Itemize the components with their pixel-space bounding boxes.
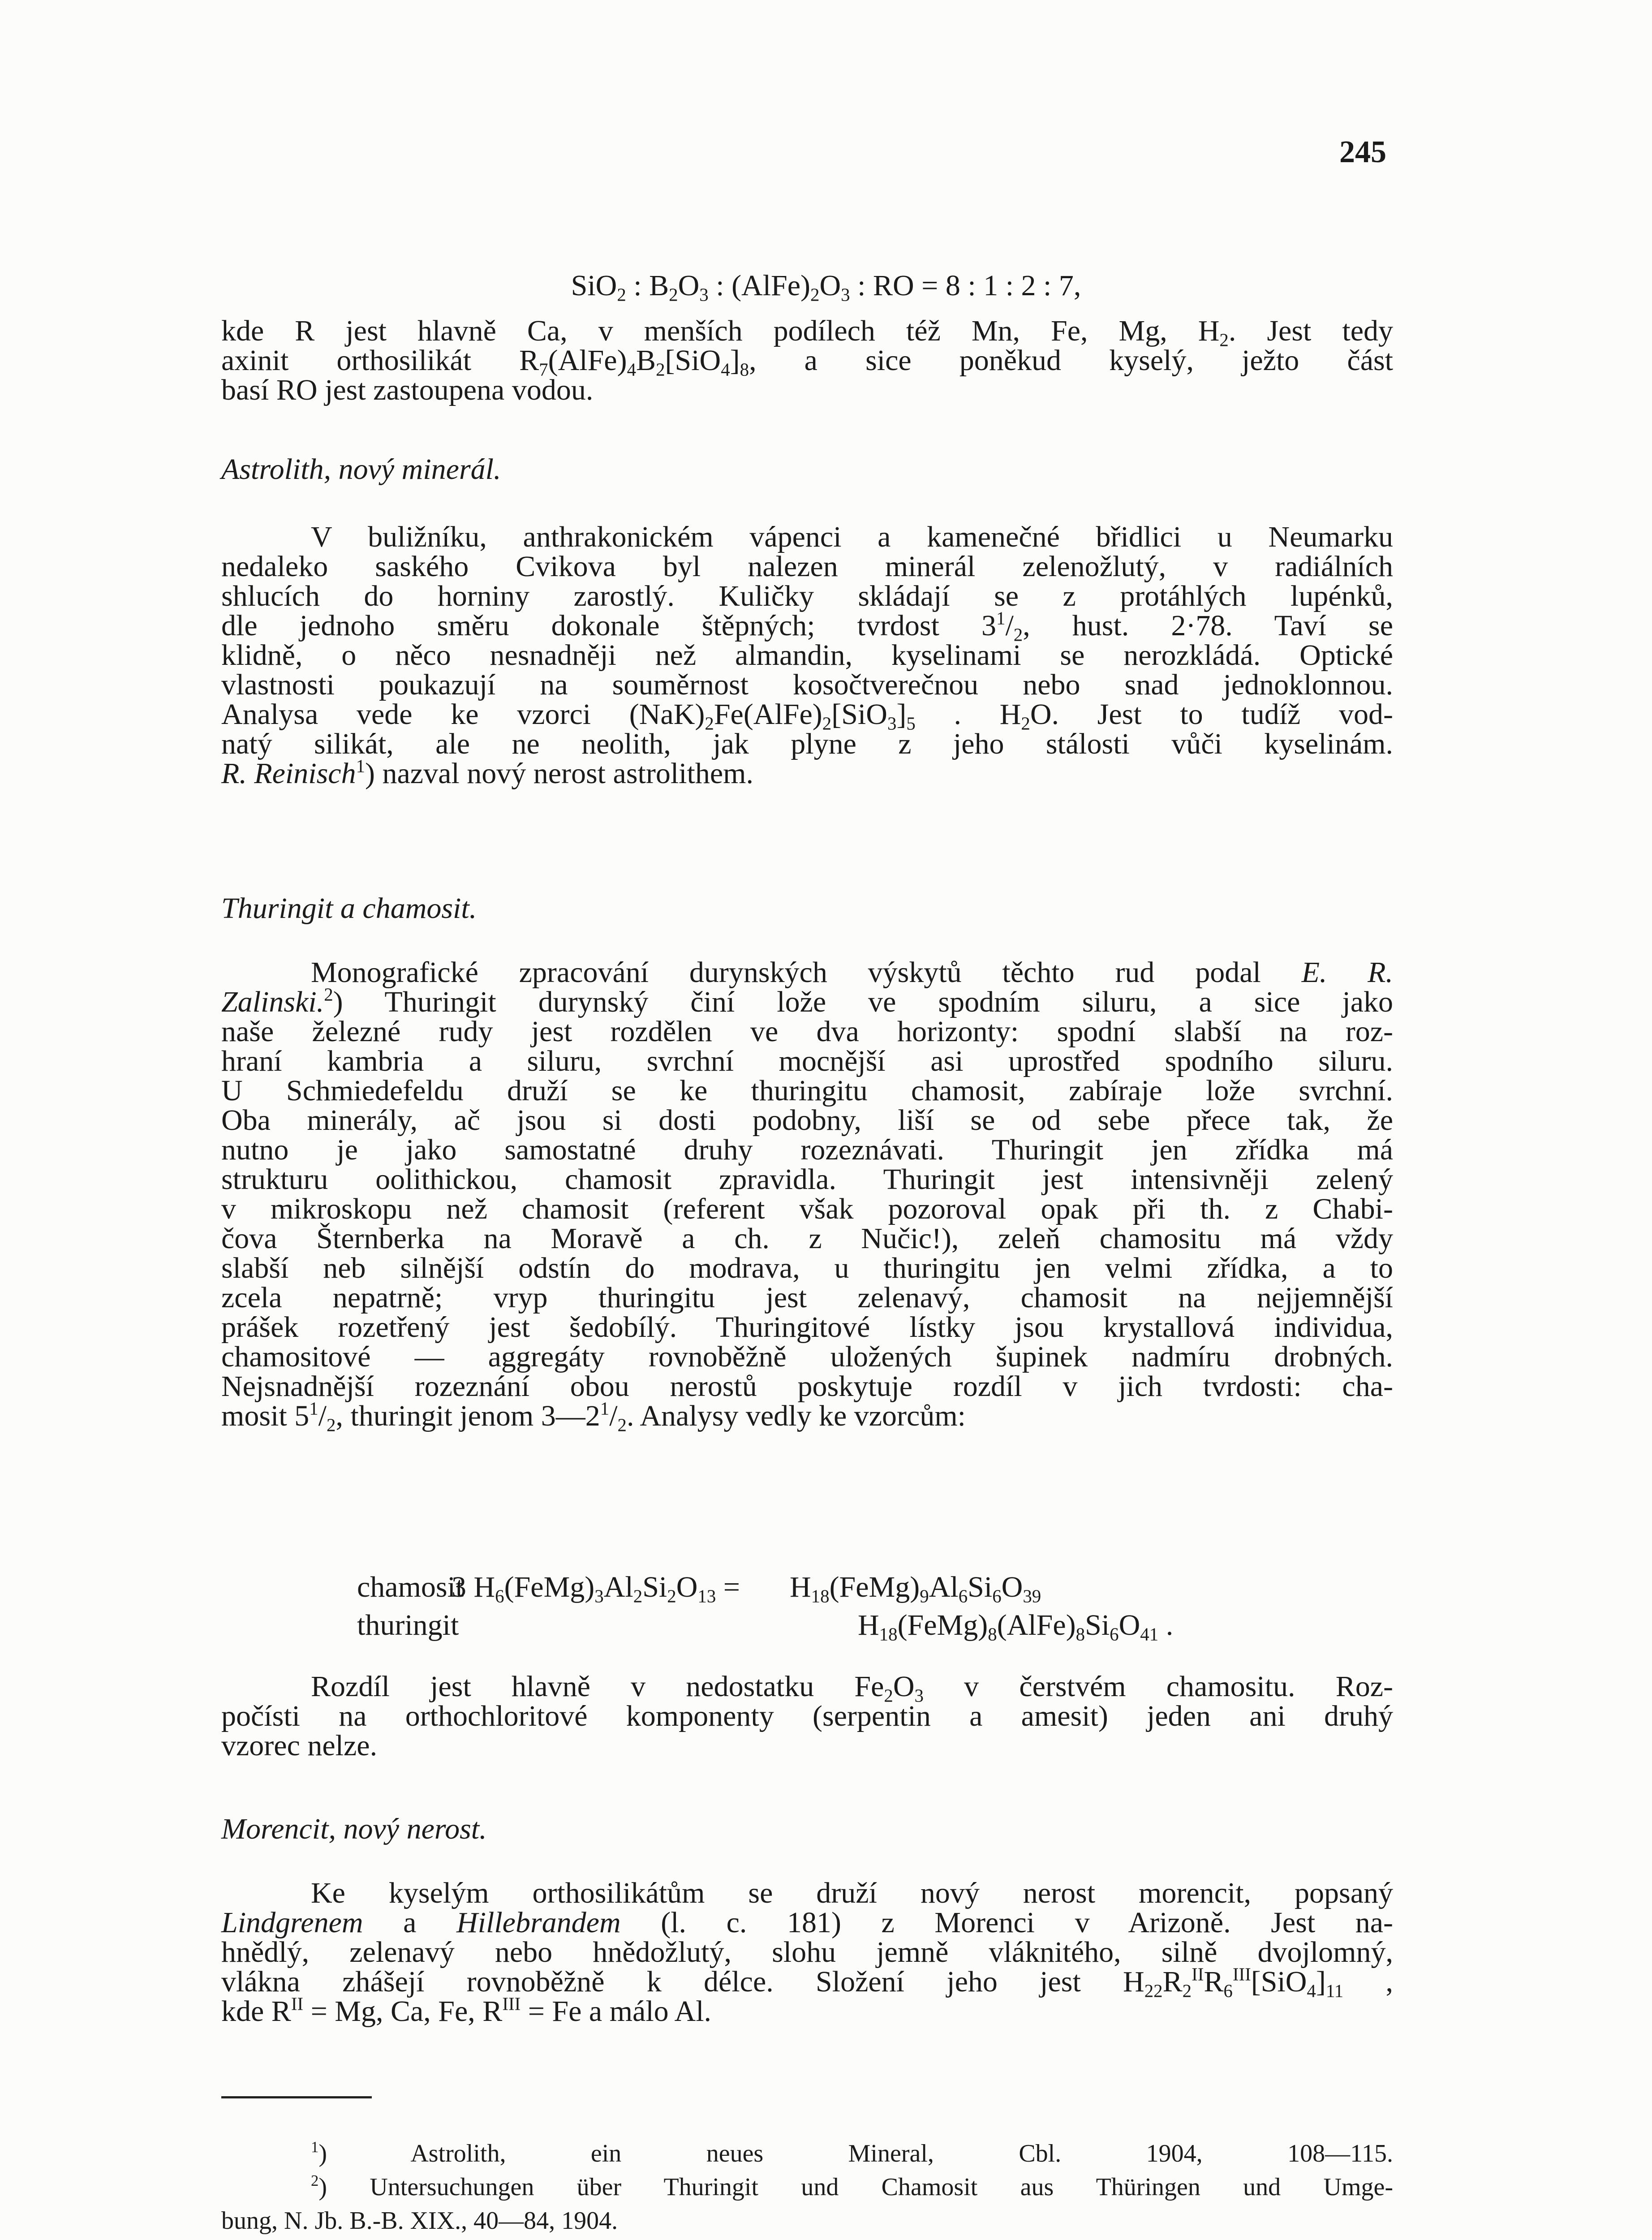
formula-table	[357, 1570, 1174, 1646]
text-run: ) Thuringit durynský činí lože ve spodním siluru, a sice jako	[333, 986, 1393, 1018]
text-run: Fe(AlFe)	[714, 698, 822, 731]
subscript: 2	[656, 359, 665, 380]
text-run: slabší neb silnější odstín do modrava, u thuringitu jen velmi zřídka, a to	[221, 1252, 1393, 1284]
text-run: Analysa vede ke vzorci (NaK)	[221, 698, 705, 731]
subscript: 2	[669, 284, 678, 305]
footnote-separator	[221, 2096, 372, 2098]
text-run: prášek rozetřený jest šedobílý. Thuringitové lístky jsou krystallová individua,	[221, 1311, 1393, 1344]
text-run: , thuringit jenom 3—2	[336, 1400, 600, 1432]
text-line	[221, 2139, 1393, 2173]
subscript: 6	[992, 1586, 1002, 1607]
text-run: kde R jest hlavně Ca, v menších podílech též Mn, Fe, Mg, H	[221, 314, 1220, 347]
formula-thuringit	[858, 1608, 1174, 1645]
superscript: II	[291, 1994, 304, 2014]
text-run: /	[609, 1400, 618, 1432]
text-run: Si	[968, 1571, 993, 1603]
superscript: 1	[996, 608, 1006, 629]
subscript: 2	[667, 1586, 676, 1607]
text-run: chamositové — aggregáty rovnoběžně uložených šupinek nadmíru drobných.	[221, 1340, 1393, 1373]
text-line	[221, 1161, 1393, 1196]
text-run: Ke kyselým orthosilikátům se druží nový nerost morencit, popsaný	[311, 1877, 1393, 1909]
text-run: vlákna zhášejí rovnoběžně k délce. Složení jeho jest H	[221, 1965, 1144, 1998]
subscript: 2	[810, 284, 820, 305]
text-run: natý silikát, ale ne neolith, jak plyne z jeho stálosti vůči kyselinám.	[221, 728, 1393, 760]
text-run: Nejsnadnější rozeznání obou nerostů poskytuje rozdíl v jich tvrdosti: cha-	[221, 1370, 1393, 1403]
text-line	[221, 696, 1393, 734]
text-line	[221, 1013, 1393, 1048]
text-line	[221, 954, 1393, 989]
text-run: ]	[896, 698, 907, 731]
text-line	[221, 519, 1393, 553]
text-line	[221, 1875, 1393, 1909]
subscript: 39	[1023, 1586, 1041, 1607]
text-run: O	[893, 1670, 915, 1703]
text-run: mosit 5	[221, 1400, 310, 1432]
text-run: : B	[626, 269, 669, 302]
text-run: SiO	[571, 269, 617, 302]
formula-row-thuringit	[357, 1608, 1174, 1646]
text-run: O. Jest to tudíž vod-	[1030, 698, 1393, 731]
subscript: 8	[740, 359, 749, 380]
section-heading-astrolith: Astrolith, nový minerál.	[221, 453, 501, 486]
text-run: R. Reinisch	[221, 757, 356, 790]
text-run: = Fe a málo Al.	[521, 1995, 712, 2028]
text-run: nedaleko saského Cvikova byl nalezen minerál zelenožlutý, v radiálních	[221, 550, 1393, 583]
text-line	[221, 1339, 1393, 1373]
subscript: 3	[699, 284, 709, 305]
superscript: 1	[311, 2138, 319, 2156]
text-run: klidně, o něco nesnadněji než almandin, kyselinami se nerozkládá. Optické	[221, 639, 1393, 672]
text-run: [SiO	[1251, 1965, 1307, 1998]
text-line	[221, 984, 1393, 1018]
subscript: 41	[1140, 1624, 1159, 1645]
text-run: naše železné rudy jest rozdělen ve dva horizonty: spodní slabší na roz-	[221, 1015, 1393, 1048]
text-line	[221, 1669, 1394, 1706]
text-run: (FeMg)	[897, 1609, 988, 1641]
text-run: H	[790, 1571, 811, 1603]
subscript: 2	[617, 284, 626, 305]
footnotes	[221, 2139, 1393, 2240]
subscript: 2	[633, 1586, 643, 1607]
text-run: =	[716, 1571, 740, 1603]
text-run: strukturu oolithickou, chamosit zpravidla. Thuringit jest intensivněji zelený	[221, 1163, 1393, 1196]
text-run: Hillebrandem	[456, 1906, 621, 1939]
text-run: (FeMg)	[504, 1571, 595, 1603]
text-line	[221, 1043, 1393, 1077]
text-line	[221, 1102, 1393, 1137]
formula-chamosit-right	[790, 1570, 1041, 1607]
text-run: ) Untersuchungen über Thuringit und Chamosit aus Thüringen und Umge-	[318, 2173, 1393, 2201]
morencit-paragraph	[221, 1875, 1394, 2028]
text-run: v mikroskopu než chamosit (referent však pozoroval opak při th. z Chabi-	[221, 1193, 1393, 1225]
text-run: ]	[1316, 1965, 1326, 1998]
text-line	[221, 1964, 1393, 2001]
text-run: : (AlFe)	[708, 269, 811, 302]
formula-label: thuringit	[357, 1609, 459, 1641]
text-run: v čerstvém chamositu. Roz-	[924, 1670, 1394, 1703]
text-run: = Mg, Ca, Fe, R	[303, 1995, 503, 2028]
text-run: Al	[929, 1571, 959, 1603]
text-run: 3 H	[452, 1571, 495, 1603]
text-run: O	[676, 1571, 698, 1603]
subscript: 6	[1223, 1981, 1233, 2001]
text-run: počísti na orthochloritové komponenty (serpentin a amesit) jeden ani druhý	[221, 1700, 1393, 1732]
text-run: : RO = 8 : 1 : 2 : 7,	[850, 269, 1081, 302]
text-run: R	[1204, 1965, 1224, 1998]
text-line	[221, 1934, 1393, 1969]
subscript: 6	[1110, 1624, 1119, 1645]
subscript: 8	[1076, 1624, 1085, 1645]
text-run: (AlFe)	[548, 344, 627, 377]
text-run: shlucích do horniny zarostlý. Kuličky skládají se z protáhlých lupénků,	[221, 580, 1393, 612]
rozdil-paragraph	[221, 1669, 1394, 1762]
superscript: 1	[600, 1398, 610, 1419]
text-run: Al	[603, 1571, 633, 1603]
superscript: 1	[309, 1398, 318, 1419]
subscript: 4	[721, 359, 730, 380]
text-run: /	[1005, 609, 1014, 642]
text-line	[221, 1191, 1393, 1225]
text-run: U Schmiedefeldu druží se ke thuringitu chamosit, zabíraje lože svrchní.	[221, 1074, 1393, 1107]
text-run: H	[858, 1609, 879, 1641]
text-run: O	[678, 269, 700, 302]
subscript: 2	[884, 1685, 893, 1706]
text-line	[221, 1368, 1393, 1403]
text-run: O	[819, 269, 841, 302]
text-line	[221, 2173, 1393, 2206]
text-line	[221, 1220, 1393, 1255]
subscript: 2	[1021, 713, 1030, 734]
text-run: Rozdíl jest hlavně v nedostatku Fe	[311, 1670, 884, 1703]
text-line	[221, 637, 1393, 672]
text-run: (FeMg)	[829, 1571, 920, 1603]
text-line	[221, 1698, 1393, 1732]
text-line	[221, 726, 1393, 760]
section-heading-thuringit: Thuringit a chamosit.	[221, 892, 477, 925]
text-line	[221, 2206, 1393, 2240]
formula-label: chamosit	[357, 1571, 464, 1603]
text-run: nutno je jako samostatné druhy rozeznávati. Thuringit jen zřídka má	[221, 1133, 1393, 1166]
text-run: V buližníku, anthrakonickém vápenci a kamenečné břidlici u Neumarku	[311, 521, 1393, 553]
text-line	[221, 1132, 1393, 1166]
subscript: 3	[594, 1586, 604, 1607]
subscript: 2	[1219, 330, 1229, 350]
superscript: 1	[356, 756, 366, 776]
text-run: dle jednoho směru dokonale štěpných; tvrdost 3	[221, 609, 996, 642]
text-run: a	[363, 1906, 456, 1939]
text-line	[221, 1250, 1393, 1284]
text-run: Oba minerály, ač jsou si dosti podobny, liší se od sebe přece tak, že	[221, 1104, 1393, 1137]
text-line	[221, 1279, 1393, 1314]
text-line	[221, 314, 1393, 350]
ratio-formula	[0, 269, 1652, 303]
subscript: 18	[811, 1586, 830, 1607]
text-run: . Jest tedy	[1228, 314, 1393, 347]
subscript: 2	[705, 713, 714, 734]
text-run: bung, N. Jb. B.-B. XIX., 40—84, 1904.	[221, 2207, 618, 2235]
text-run: Si	[642, 1571, 667, 1603]
text-run: .	[1158, 1609, 1174, 1641]
subscript: 2	[1013, 625, 1023, 645]
subscript: 4	[627, 359, 637, 380]
superscript: 2	[311, 2172, 319, 2190]
text-run: B	[636, 344, 656, 377]
text-run: vlastnosti poukazují na souměrnost kosočtverečnou nebo snad jednoklonnou.	[221, 668, 1393, 701]
text-run: Zalinski.	[221, 986, 324, 1018]
text-line	[221, 578, 1393, 612]
subscript: 11	[1325, 1981, 1344, 2001]
subscript: 6	[495, 1586, 504, 1607]
text-run: (l. c. 181) z Morenci v Arizoně. Jest na-	[620, 1906, 1394, 1939]
text-run: vzorec nelze.	[221, 1729, 378, 1762]
superscript: II	[1192, 1964, 1204, 1985]
text-run: . H	[915, 698, 1021, 731]
text-run: kde R	[221, 1995, 291, 2028]
intro-paragraph	[221, 314, 1394, 406]
text-run: R	[1162, 1965, 1183, 1998]
subscript: 8	[988, 1624, 997, 1645]
text-run: Monografické zpracování durynských výskytů těchto rud podal	[311, 956, 1302, 989]
subscript: 4	[1307, 1981, 1316, 2001]
page-number: 245	[1339, 135, 1386, 169]
text-run: čova Šternberka na Moravě a ch. z Nučic!), zeleň chamositu má vždy	[221, 1222, 1393, 1255]
text-line	[221, 607, 1394, 645]
text-line	[221, 1073, 1393, 1107]
superscript: III	[502, 1994, 521, 2014]
text-line	[221, 548, 1393, 583]
text-run: Lindgrenem	[221, 1906, 363, 1939]
text-run: hraní kambria a siluru, svrchní mocnější asi uprostřed spodního siluru.	[221, 1045, 1393, 1077]
text-run: axinit orthosilikát R	[221, 344, 539, 377]
text-run: hnědlý, zelenavý nebo hnědožlutý, slohu jemně vláknitého, silně dvojlomný,	[221, 1936, 1393, 1969]
text-line	[221, 1904, 1394, 1939]
text-run: O	[1119, 1609, 1140, 1641]
text-run: ) nazval nový nerost astrolithem.	[365, 757, 753, 790]
thuringit-paragraph	[221, 954, 1393, 1435]
text-run: ,	[1343, 1965, 1393, 1998]
text-run: basí RO jest zastoupena vodou.	[221, 374, 594, 406]
subscript: 7	[539, 359, 548, 380]
text-line	[221, 1309, 1393, 1344]
superscript: 2	[324, 984, 333, 1005]
text-run: [SiO	[831, 698, 887, 731]
subscript: 3	[914, 1685, 924, 1706]
text-run: E. R.	[1301, 956, 1393, 989]
superscript: III	[1232, 1964, 1251, 1985]
text-run: . Analysy vedly ke vzorcům:	[627, 1400, 966, 1432]
subscript: 2	[617, 1415, 627, 1435]
subscript: 2	[1182, 1981, 1192, 2001]
subscript: 3	[841, 284, 850, 305]
text-run: , a sice poněkud kyselý, ježto část	[749, 344, 1394, 377]
subscript: 22	[1144, 1981, 1163, 2001]
subscript: 13	[697, 1586, 716, 1607]
text-line	[221, 667, 1393, 701]
astrolith-paragraph	[221, 519, 1394, 790]
text-run: ]	[730, 344, 740, 377]
section-heading-morencit: Morencit, nový nerost.	[221, 1813, 487, 1845]
text-run: (AlFe)	[997, 1609, 1076, 1641]
text-run: , hust. 2·78. Taví se	[1023, 609, 1394, 642]
text-run: [SiO	[665, 344, 721, 377]
subscript: 18	[879, 1624, 898, 1645]
formula-chamosit-left	[452, 1570, 740, 1607]
subscript: 2	[822, 713, 832, 734]
text-run: Si	[1085, 1609, 1110, 1641]
text-run: /	[318, 1400, 327, 1432]
formula-row-chamosit	[357, 1570, 1041, 1608]
subscript: 3	[887, 713, 897, 734]
text-run: zcela nepatrně; vryp thuringitu jest zelenavý, chamosit na nejjemnější	[221, 1281, 1393, 1314]
text-line	[221, 343, 1394, 380]
text-run: ) Astrolith, ein neues Mineral, Cbl. 1904, 108—115.	[318, 2140, 1393, 2167]
text-run: O	[1001, 1571, 1023, 1603]
text-line	[221, 373, 1393, 406]
subscript: 9	[920, 1586, 929, 1607]
subscript: 6	[958, 1586, 968, 1607]
subscript: 5	[906, 713, 916, 734]
subscript: 2	[327, 1415, 336, 1435]
